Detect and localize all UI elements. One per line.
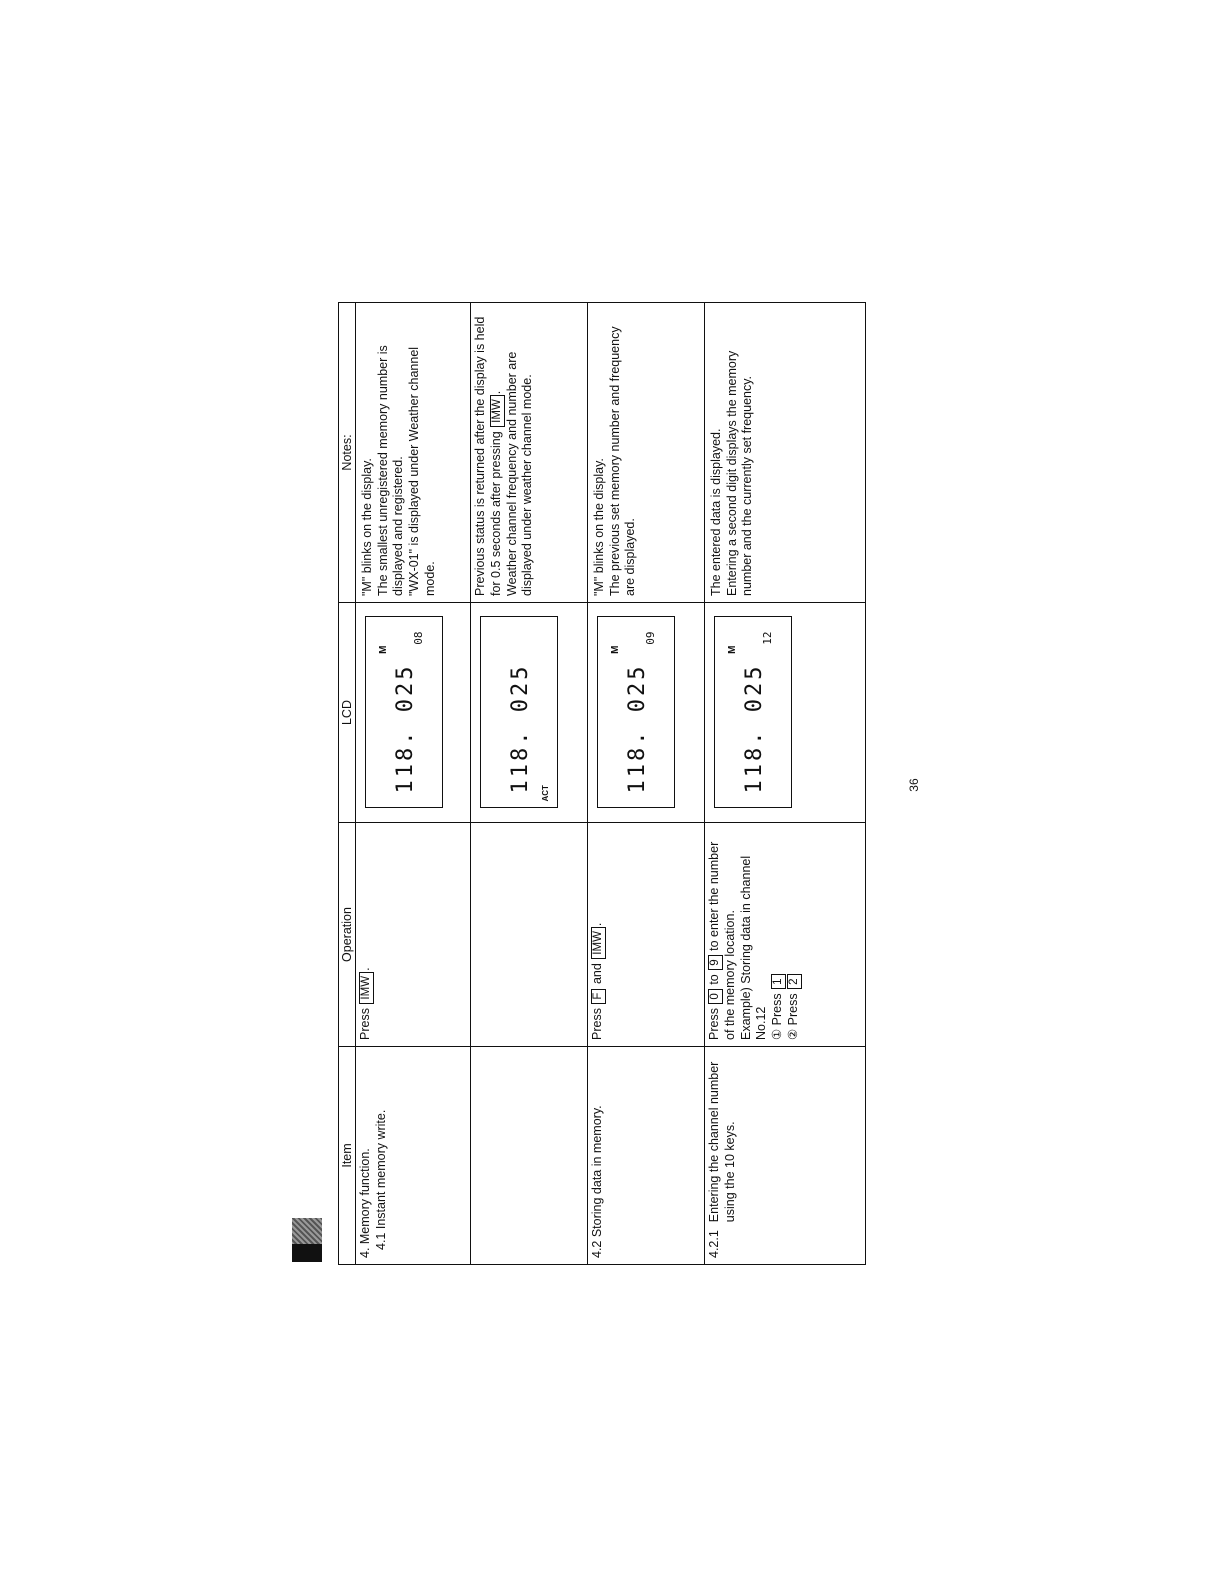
note-text: Previous status is returned after the display is held for 0.5 seconds after pressing [473, 316, 503, 596]
item-title: 4.2 Storing data in memory. [590, 1105, 604, 1258]
lcd-display [480, 617, 558, 809]
operation-text: and [590, 963, 604, 985]
lcd-channel-number: 12 [761, 631, 774, 645]
lcd-frequency: 118. 025 [742, 663, 767, 794]
lcd-display [714, 617, 792, 809]
operation-cell: Press F and IMW. [588, 823, 705, 1047]
item-cell [588, 1047, 705, 1265]
note-line: "M" blinks on the display. [360, 458, 374, 596]
notes-cell [705, 303, 866, 603]
operation-cell [471, 823, 588, 1047]
operation-text: Press [590, 1008, 604, 1040]
header-notes: Notes: [339, 303, 356, 603]
imw-key: IMW [359, 972, 374, 1004]
lcd-cell [705, 603, 866, 823]
table-row [471, 303, 588, 1265]
rotated-page-content [338, 303, 848, 1265]
operation-step: ② Press [785, 993, 800, 1040]
lcd-memory-flag: M [727, 645, 738, 654]
lcd-display [365, 617, 443, 809]
lcd-act-indicator: ACT [541, 785, 550, 802]
scan-mark [292, 1218, 322, 1262]
key-0: 0 [708, 989, 723, 1003]
table-row [705, 303, 866, 1265]
note-line: Previous status is returned after the display is held for 0.5 seconds after pressing IMW. [473, 316, 503, 596]
lcd-frequency: 118. 025 [625, 663, 650, 794]
table-header-row [339, 303, 356, 1265]
lcd-cell [588, 603, 705, 823]
lcd-channel-number: 09 [644, 631, 657, 645]
memory-function-table [338, 302, 866, 1265]
notes-cell [471, 303, 588, 603]
table-row [588, 303, 705, 1265]
key-9: 9 [708, 955, 723, 969]
header-item: Item [339, 1047, 356, 1265]
note-line: "M" blinks on the display. [592, 458, 606, 596]
notes-cell [588, 303, 705, 603]
lcd-memory-flag: M [610, 645, 621, 654]
lcd-frequency: 118. 025 [508, 663, 533, 794]
item-number: 4.2.1 [707, 1230, 721, 1258]
lcd-memory-flag: M [378, 645, 389, 654]
note-line: Weather channel frequency and number are displayed under weather channel mode. [504, 351, 535, 596]
imw-key: IMW [591, 927, 606, 959]
notes-cell [356, 303, 471, 603]
scan-mark-noise [292, 1218, 322, 1244]
note-line: The previous set memory number and frequency are displayed. [607, 326, 638, 596]
operation-text: Press [707, 1008, 721, 1040]
item-cell [471, 1047, 588, 1265]
scan-mark-block [292, 1244, 322, 1262]
item-title: Entering the channel number using the 10 keys. [707, 1061, 737, 1223]
operation-step: ① Press [769, 993, 784, 1040]
item-cell [705, 1047, 866, 1265]
item-title: 4.1 Instant memory write. [373, 1109, 388, 1250]
note-line: The smallest unregistered memory number is displayed and registered. [375, 345, 406, 596]
imw-key: IMW [490, 395, 505, 427]
item-section-title: 4. Memory function. [358, 1148, 372, 1258]
operation-text: Press [358, 1008, 372, 1040]
operation-text: to [707, 974, 721, 985]
f-key: F [591, 989, 606, 1004]
lcd-cell [356, 603, 471, 823]
lcd-frequency: 118. 025 [393, 663, 418, 794]
page-number: 36 [907, 778, 921, 792]
note-line: Entering a second digit displays the memory number and the currently set frequency. [724, 350, 755, 596]
lcd-cell [471, 603, 588, 823]
note-line: The entered data is displayed. [709, 428, 723, 596]
operation-cell: Press IMW. [356, 823, 471, 1047]
operation-cell [705, 823, 866, 1047]
header-lcd: LCD [339, 603, 356, 823]
table-row [356, 303, 471, 1265]
header-operation: Operation [339, 823, 356, 1047]
operation-text: to enter the number of the memory location. [707, 841, 737, 1040]
key-2: 2 [787, 974, 802, 988]
item-cell [356, 1047, 471, 1265]
note-line: "WX-01" is displayed under Weather channel mode. [406, 346, 437, 596]
lcd-channel-number: 08 [412, 631, 425, 645]
lcd-display [597, 617, 675, 809]
operation-example: Example) Storing data in channel No.12 [738, 855, 769, 1040]
key-1: 1 [771, 974, 786, 988]
